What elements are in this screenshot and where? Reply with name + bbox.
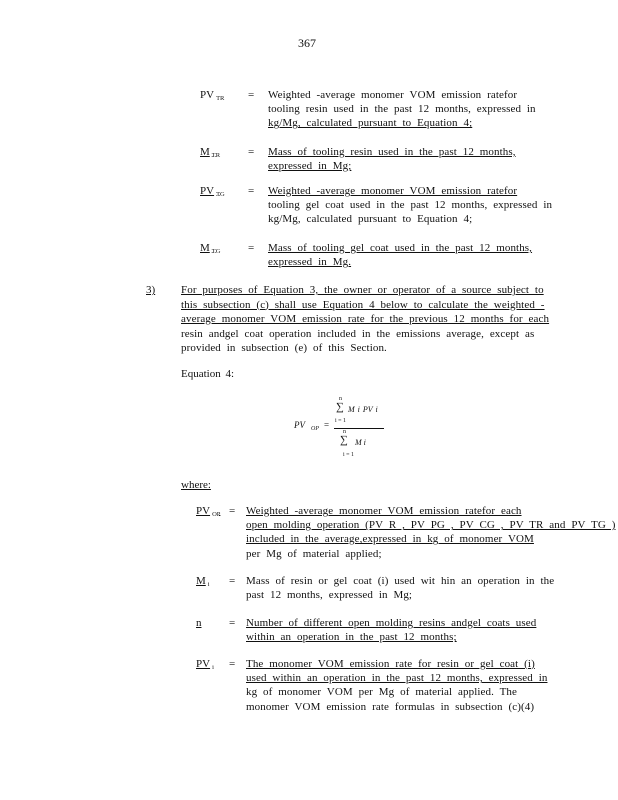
symbol-main: PV [200, 185, 215, 197]
equation-equals: = [324, 420, 330, 430]
definition-text-line: kg/Mg, calculated pursuant to Equation 4; [268, 213, 473, 226]
definition-text-line: tooling resin used in the past 12 months, expressed in [268, 103, 536, 116]
definition-text-line: open molding operation (PV R , PV PG , PV CG , PV TR and PV TG ) [246, 519, 616, 532]
definition-symbol [200, 185, 225, 198]
definition-text-line: past 12 months, expressed in Mg; [246, 589, 413, 602]
definition-symbol [196, 658, 214, 671]
definition-symbol [196, 575, 210, 588]
definition-text-line: monomer VOM emission rate formulas in subsection (c)(4) [246, 700, 535, 713]
definition-text-line: used within an operation in the past 12 months, expressed in [246, 672, 548, 685]
definition-equals: = [248, 89, 255, 101]
definition-text-line: expressed in Mg; [268, 160, 352, 173]
symbol-subscript: TG [216, 191, 225, 198]
definition-text-line: The monomer VOM emission rate for resin or gel coat (i) [246, 658, 535, 670]
equation-lhs: PV $_{OP}$ [294, 420, 319, 432]
paragraph-line: this subsection (c) shall use Equation 4 below to calculate the weighted - [181, 298, 545, 311]
paragraph-line: resin andgel coat operation included in the emissions average, except as [181, 327, 535, 340]
definition-equals: = [229, 575, 236, 587]
equation-label: Equation 4: [181, 368, 235, 380]
paragraph-line: provided in subsection (e) of this Section. [181, 342, 387, 354]
definition-text-line: tooling gel coat used in the past 12 months, expressed in [268, 199, 553, 212]
numerator-lower-limit: i = 1 [335, 418, 347, 424]
definition-text-line: Number of different open molding resins andgel coats used [246, 617, 537, 629]
definition-equals: = [248, 185, 255, 197]
symbol-main: PV [200, 89, 215, 101]
definition-symbol [200, 89, 224, 102]
definition-text-line: Mass of tooling gel coat used in the past 12 months, [268, 242, 533, 254]
definition-text-line: Weighted -average monomer VOM emission ratefor each [246, 505, 522, 517]
denominator-lower-limit: i = 1 [343, 452, 355, 458]
fraction-bar [334, 428, 384, 429]
definition-text-line: Weighted -average monomer VOM emission ratefor [268, 185, 518, 197]
page-number: 367 [298, 36, 316, 50]
symbol-main: PV [196, 505, 211, 517]
definition-text-line: within an operation in the past 12 months; [246, 631, 457, 644]
symbol-subscript: i [212, 664, 214, 671]
denominator-upper-limit: n [343, 429, 346, 435]
symbol-main: n [196, 617, 202, 629]
symbol-main: PV [196, 658, 211, 670]
definition-symbol [200, 242, 220, 255]
definition-equals: = [229, 505, 236, 517]
symbol-subscript: TG [211, 248, 221, 255]
definition-symbol [196, 617, 202, 629]
where-label: where: [181, 479, 211, 491]
symbol-main: M [200, 242, 210, 254]
definition-text-line: Weighted -average monomer VOM emission ratefor [268, 89, 518, 101]
paragraph-line: average monomer VOM emission rate for the previous 12 months for each [181, 313, 550, 325]
definition-symbol [196, 505, 220, 518]
definition-text-line: Mass of resin or gel coat (i) used wit hin an operation in the [246, 575, 555, 587]
definition-text-line: per Mg of material applied; [246, 547, 382, 560]
numerator-expression: M i PV i [348, 405, 378, 414]
denominator-expression: M i [355, 438, 366, 447]
definition-symbol [200, 146, 220, 159]
paragraph-number: 3) [146, 284, 156, 296]
numerator-upper-limit: n [339, 396, 342, 402]
definition-text-line: expressed in Mg. [268, 256, 352, 269]
definition-equals: = [248, 242, 255, 254]
paragraph-line: For purposes of Equation 3, the owner or operator of a source subject to [181, 284, 544, 296]
numerator-sum-icon: ∑ [336, 401, 344, 413]
symbol-subscript: OP [212, 511, 221, 518]
definition-text-line: Mass of tooling resin used in the past 12 months, [268, 146, 516, 158]
definition-equals: = [229, 617, 236, 629]
symbol-subscript: TR [216, 95, 225, 102]
definition-text-line: kg of monomer VOM per Mg of material applied. The [246, 686, 517, 699]
symbol-subscript: i [207, 581, 210, 588]
definition-text-line: kg/Mg, calculated pursuant to Equation 4; [268, 117, 473, 130]
definition-equals: = [229, 658, 236, 670]
definition-equals: = [248, 146, 255, 158]
symbol-main: M [200, 146, 210, 158]
symbol-main: M [196, 575, 206, 587]
symbol-subscript: TR [211, 152, 221, 159]
denominator-sum-icon: ∑ [340, 434, 348, 446]
definition-text-line: included in the average,expressed in kg of monomer VOM [246, 533, 534, 546]
